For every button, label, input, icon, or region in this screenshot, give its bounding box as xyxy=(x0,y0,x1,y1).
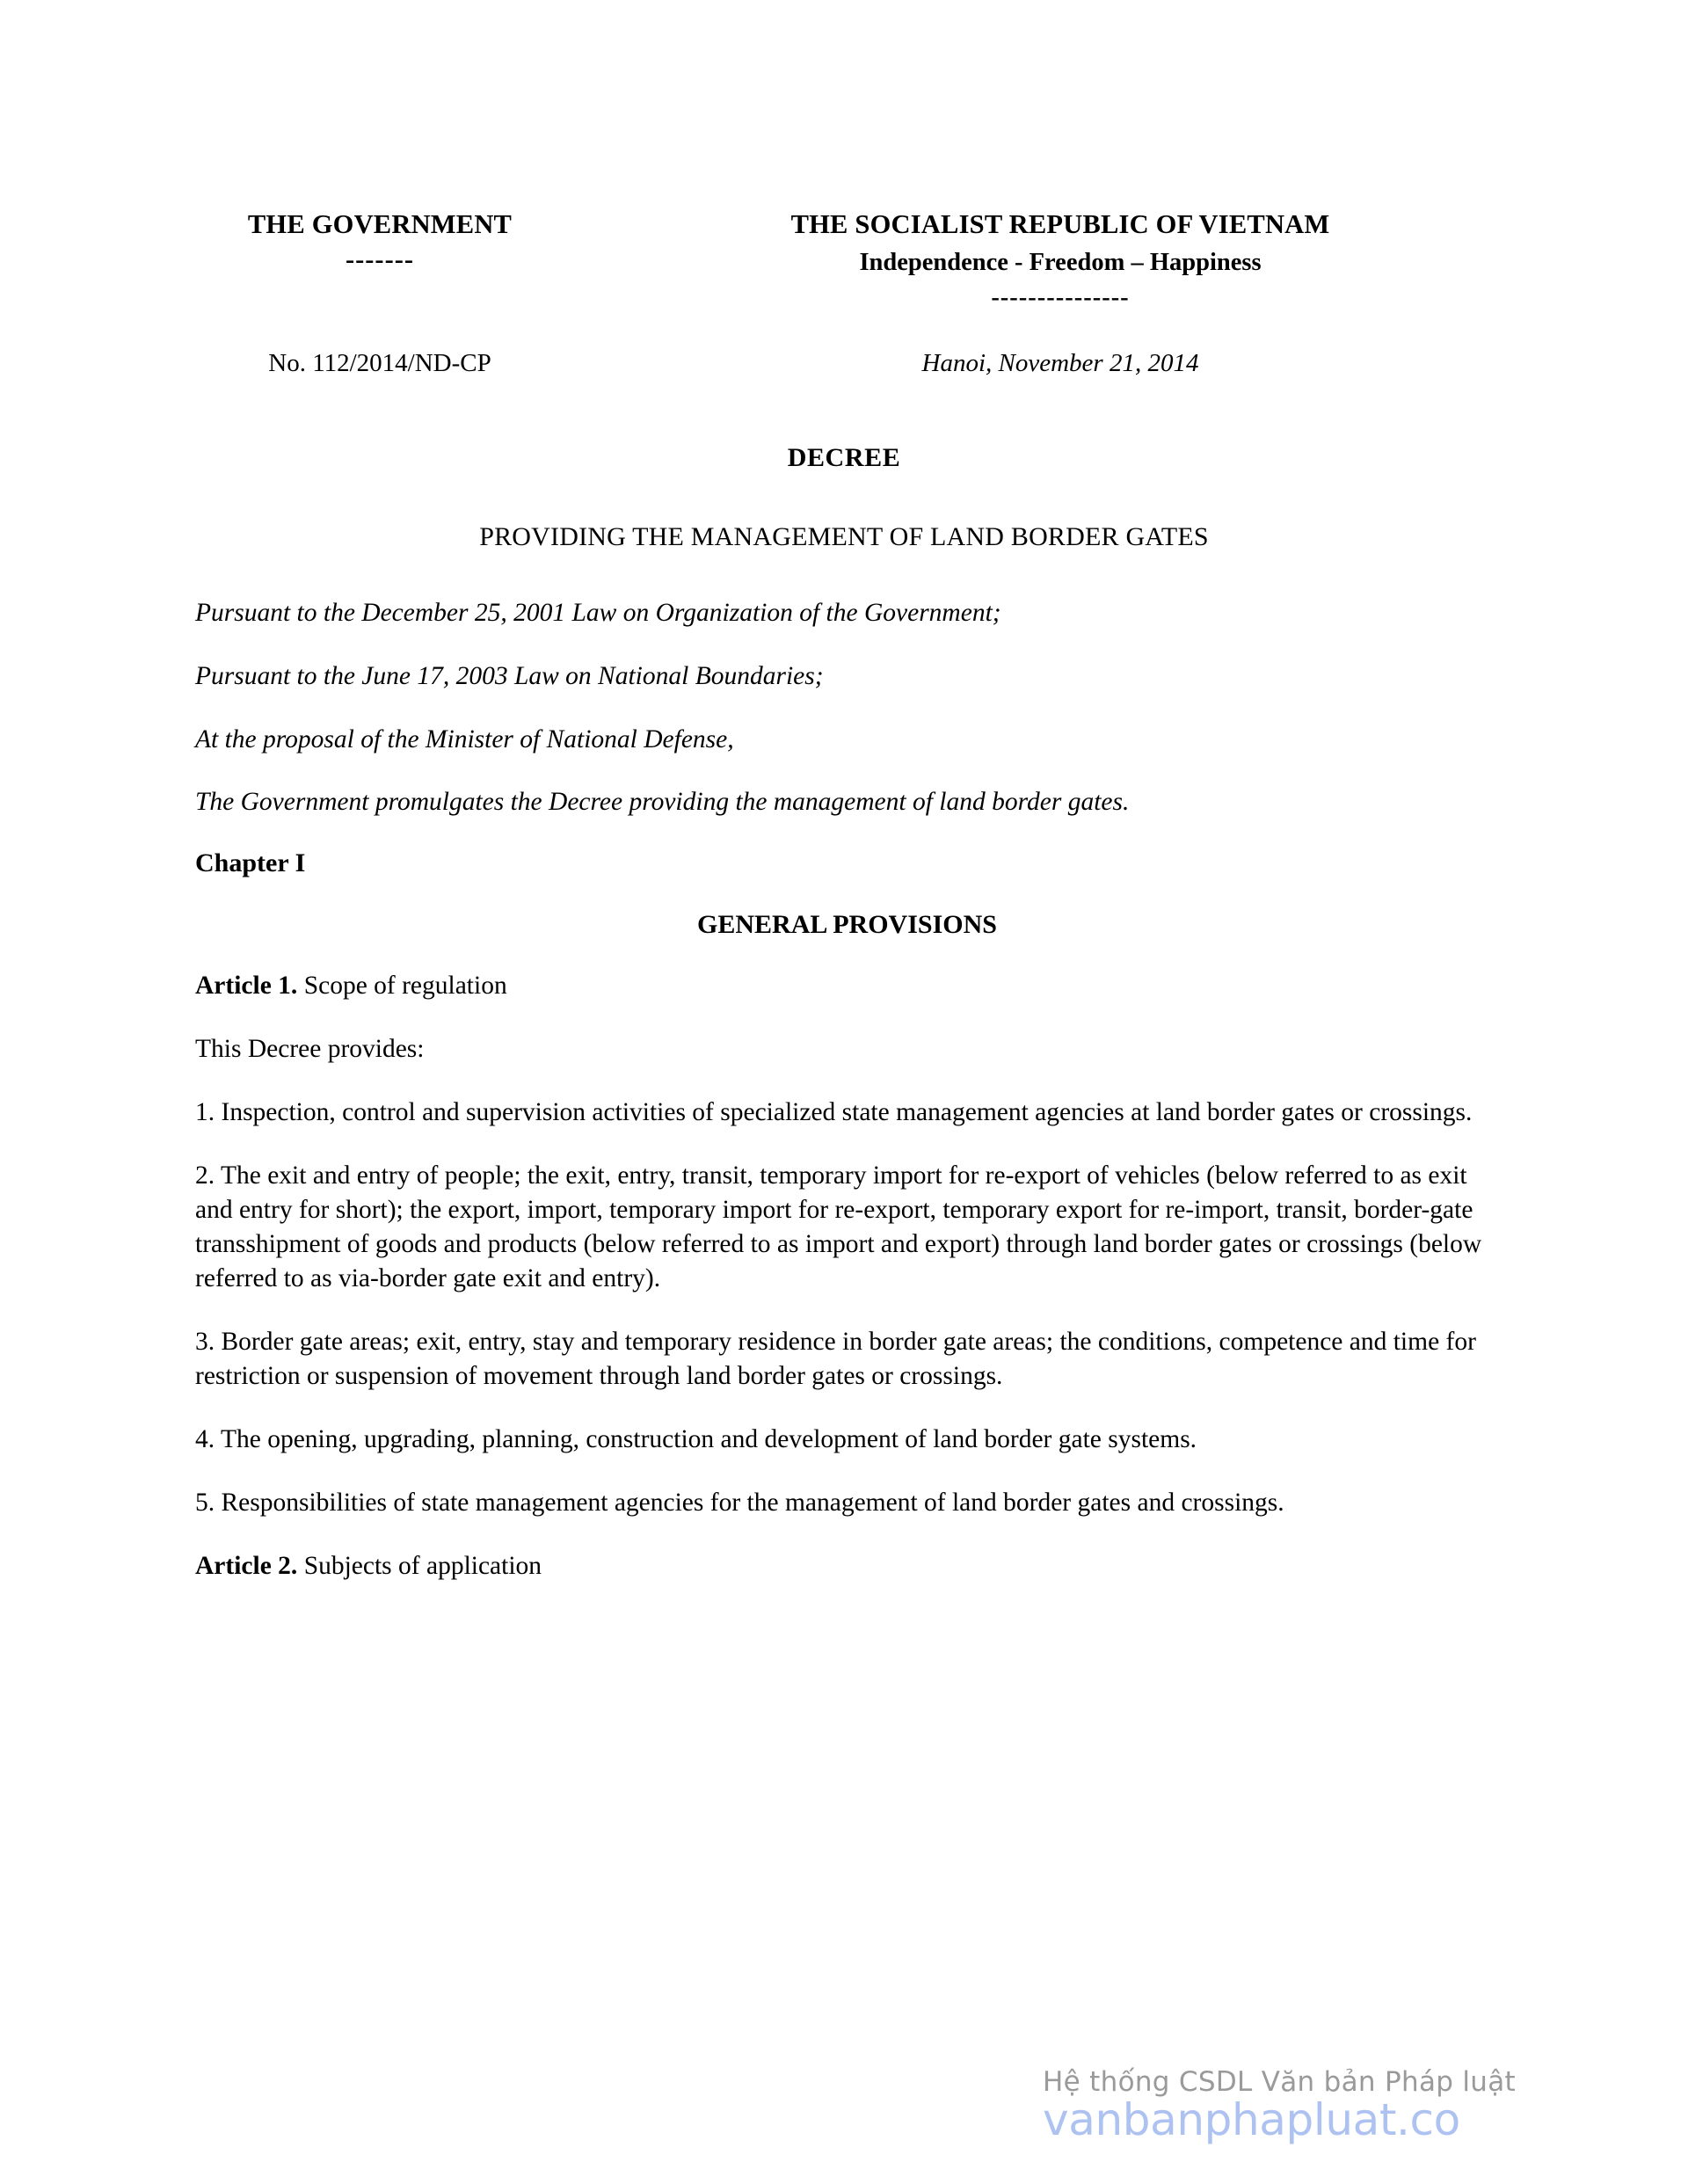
document-number: No. 112/2014/ND-CP xyxy=(268,348,491,377)
document-body xyxy=(0,596,1688,1583)
article-2-heading xyxy=(195,1549,1499,1583)
preamble-line-1: Pursuant to the December 25, 2001 Law on Organization of the Government; xyxy=(195,598,1001,627)
issuing-authority-name: THE GOVERNMENT xyxy=(247,209,513,239)
article-1-label: Article 1. xyxy=(195,972,298,1001)
chapter-label: Chapter I xyxy=(195,848,306,878)
article-1-clause-1: 1. Inspection, control and supervision activities of specialized state management agencies at land border gates or crossings. xyxy=(195,1098,1473,1127)
site-watermark xyxy=(1043,2066,1516,2145)
issuing-authority-rule: ------- xyxy=(345,244,415,274)
article-1-title: Scope of regulation xyxy=(297,972,507,1001)
preamble-line-3: At the proposal of the Minister of National Defense, xyxy=(195,724,734,753)
country-name: THE SOCIALIST REPUBLIC OF VIETNAM xyxy=(790,209,1330,239)
article-1-clause-2: 2. The exit and entry of people; the exit, entry, transit, temporary import for re-export of vehicles (below referred to as exit and entry for short); the export, import, temporary import for re-export, temporary export for re-import, transit, border-gate transshipment of goods and products (below referred to as import and export) through land border gates or crossings (below referred to as via-border gate exit and entry). xyxy=(195,1161,1482,1293)
chapter-heading: GENERAL PROVISIONS xyxy=(697,910,997,940)
article-1-heading xyxy=(195,969,1499,1003)
issuing-authority-block xyxy=(195,209,564,276)
article-1-clause-4: 4. The opening, upgrading, planning, construction and development of land border gate systems. xyxy=(195,1424,1197,1453)
number-and-date-row xyxy=(0,349,1688,378)
preamble-line-2: Pursuant to the June 17, 2003 Law on National Boundaries; xyxy=(195,661,824,690)
article-1-clause-5: 5. Responsibilities of state management agencies for the management of land border gates and crossings. xyxy=(195,1488,1284,1517)
document-subject-title: PROVIDING THE MANAGEMENT OF LAND BORDER GATES xyxy=(479,521,1209,551)
document-header xyxy=(0,0,1688,314)
watermark-tagline: Hệ thống CSDL Văn bản Pháp luật xyxy=(1043,2066,1516,2098)
preamble-line-4: The Government promulgates the Decree providing the management of land border gates. xyxy=(195,788,1130,817)
article-1-clause-3: 3. Border gate areas; exit, entry, stay and temporary residence in border gate areas; the conditions, competence and time for restriction or suspension of movement through land border gates or crossings. xyxy=(195,1327,1476,1390)
national-heading-block xyxy=(564,209,1495,314)
article-2-title: Subjects of application xyxy=(297,1551,542,1580)
article-2-label: Article 2. xyxy=(195,1551,298,1580)
watermark-domain: vanbanphapluat.co xyxy=(1043,2094,1460,2145)
document-title-block xyxy=(0,443,1688,552)
document-type-title: DECREE xyxy=(787,442,901,472)
article-1-intro: This Decree provides: xyxy=(195,1035,425,1064)
place-and-date: Hanoi, November 21, 2014 xyxy=(921,348,1199,377)
national-motto: Independence - Freedom – Happiness xyxy=(859,248,1262,276)
national-motto-rule: --------------- xyxy=(991,284,1130,312)
